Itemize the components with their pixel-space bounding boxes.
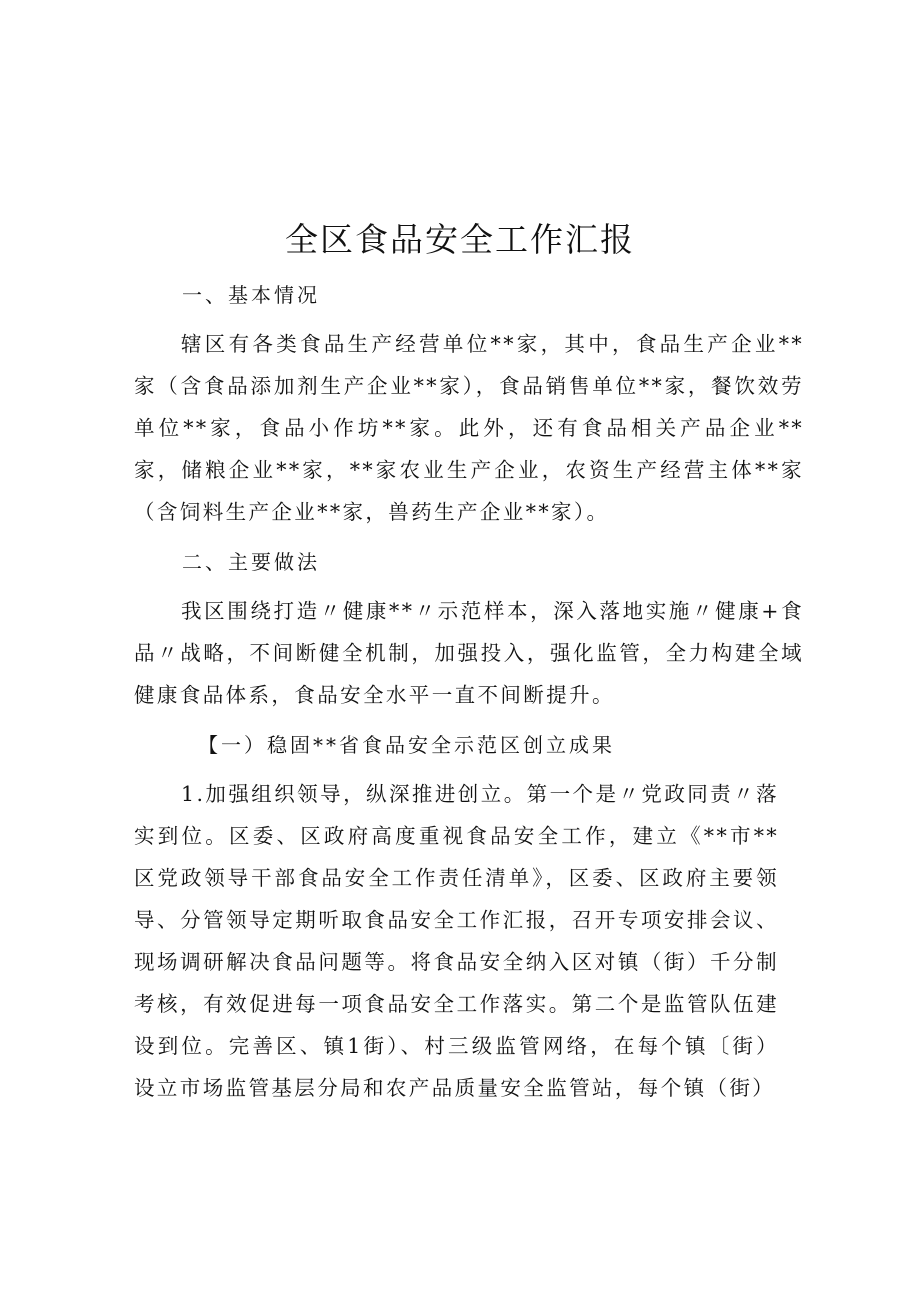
- section-heading-main-practices: 二、主要做法: [182, 550, 320, 574]
- subsection-body-demonstration-zone: 1.加强组织领导，纵深推进创立。第一个是〃党政同责〃落实到位。区委、区政府高度重视食品安全工作，建立《**市**区党政领导干部食品安全工作责任清单》，区委、区政府主要领导、分管领导定期听取食品安全工作汇报，召开专项安排会议、现场调研解决食品问题等。将食品安全纳入区对镇（街）千分制考核，有效促进每一项食品安全工作落实。第二个是监管队伍建设到位。完善区、镇1街）、村三级监管网络，在每个镇〔街）设立市场监管基层分局和农产品质量安全监管站，每个镇（街）: [134, 782, 779, 1100]
- section-body-basic-situation: 辖区有各类食品生产经营单位**家，其中，食品生产企业**家（含食品添加剂生产企业**家），食品销售单位**家，餐饮效劳单位**家，食品小作坊**家。此外，还有食品相关产品企业**家，储粮企业**家，**家农业生产企业，农资生产经营主体**家（含饲料生产企业**家，兽药生产企业**家）。: [134, 332, 804, 524]
- section-body-main-practices: 我区围绕打造〃健康**〃示范样本，深入落地实施〃健康+食品〃战略，不间断健全机制，加强投入，强化监管，全力构建全域健康食品体系，食品安全水平一直不间断提升。: [134, 599, 805, 707]
- subsection-heading-demonstration-zone: 【一）稳固**省食品安全示范区创立成果: [198, 733, 615, 757]
- section-heading-basic-situation: 一、基本情况: [182, 283, 320, 307]
- document-title: 全区食品安全工作汇报: [285, 220, 635, 259]
